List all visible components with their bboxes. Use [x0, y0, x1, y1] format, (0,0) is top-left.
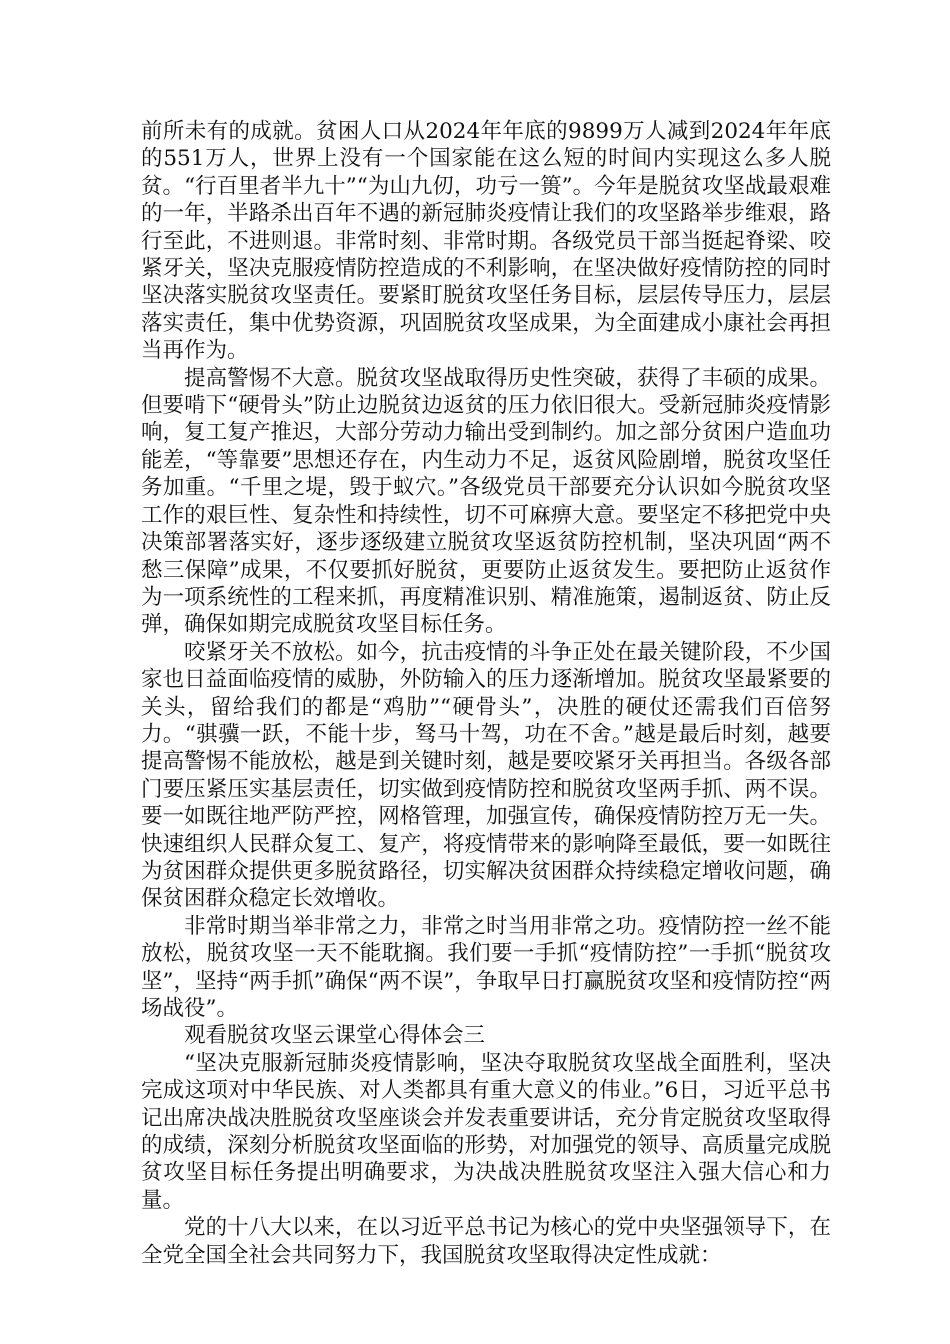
paragraph-party-congress: 党的十八大以来，在以习近平总书记为核心的党中央坚强领导下，在全党全国全社会共同努力下，我国脱贫攻坚取得决定性成就： — [141, 1215, 831, 1268]
document-body — [141, 118, 831, 1269]
paragraph-speech-quote: “坚决克服新冠肺炎疫情影响，坚决夺取脱贫攻坚战全面胜利，坚决完成这项对中华民族、对人类都具有重大意义的伟业。”6日，习近平总书记出席决战决胜脱贫攻坚座谈会并发表重要讲话，充分肯定脱贫攻坚取得的成绩，深刻分析脱贫攻坚面临的形势，对加强党的领导、高质量完成脱贫攻坚目标任务提出明确要求，为决战决胜脱贫攻坚注入强大信心和力量。 — [141, 1050, 831, 1213]
section-heading: 观看脱贫攻坚云课堂心得体会三 — [184, 1023, 486, 1049]
paragraph-continuation: 前所未有的成就。贫困人口从2024年年底的9899万人减到2024年年底的551万人，世界上没有一个国家能在这么短的时间内实现这么多人脱贫。“行百里者半九十”“为山九仞，功亏一篑”。今年是脱贫攻坚战最艰难的一年，半路杀出百年不遇的新冠肺炎疫情让我们的攻坚路举步维艰，路行至此，不进则退。非常时刻、非常时期。各级党员干部当挺起脊梁、咬紧牙关，坚决克服疫情防控造成的不利影响，在坚决做好疫情防控的同时坚决落实脱贫攻坚责任。要紧盯脱贫攻坚任务目标，层层传导压力，层层落实责任，集中优势资源，巩固脱贫攻坚成果，为全面建成小康社会再担当再作为。 — [141, 119, 831, 364]
paragraph-perseverance: 咬紧牙关不放松。如今，抗击疫情的斗争正处在最关键阶段，不少国家也日益面临疫情的威胁，外防输入的压力逐渐增加。脱贫攻坚最紧要的关头，留给我们的都是“鸡肋”“硬骨头”，决胜的硬仗还需我们百倍努力。“骐骥一跃，不能十步，驽马十驾，功在不舍。”越是最后时刻，越要提高警惕不能放松，越是到关键时刻，越是要咬紧牙关再担当。各级各部门要压紧压实基层责任，切实做到疫情防控和脱贫攻坚两手抓、两不误。要一如既往地严防严控，网格管理，加强宣传，确保疫情防控万无一失。快速组织人民群众复工、复产，将疫情带来的影响降至最低，要一如既往为贫困群众提供更多脱贫路径，切实解决贫困群众持续稳定增收问题，确保贫困群众稳定长效增收。 — [141, 639, 831, 912]
paragraph-alertness: 提高警惕不大意。脱贫攻坚战取得历史性突破，获得了丰硕的成果。但要啃下“硬骨头”防止边脱贫边返贫的压力依旧很大。受新冠肺炎疫情影响，复工复产推迟，大部分劳动力输出受到制约。加之部分贫困户造血功能差，“等靠要”思想还存在，内生动力不足，返贫风险剧增，脱贫攻坚任务加重。“千里之堤，毁于蚁穴。”各级党员干部要充分认识如今脱贫攻坚工作的艰巨性、复杂性和持续性，切不可麻痹大意。要坚定不移把党中央决策部署落实好，逐步逐级建立脱贫攻坚返贫防控机制，坚决巩固“两不愁三保障”成果，不仅要抓好脱贫，更要防止返贫发生。要把防止返贫作为一项系统性的工程来抓，再度精准识别、精准施策，遏制返贫、防止反弹，确保如期完成脱贫攻坚目标任务。 — [141, 365, 831, 638]
paragraph-extraordinary-times: 非常时期当举非常之力，非常之时当用非常之功。疫情防控一丝不能放松，脱贫攻坚一天不能耽搁。我们要一手抓“疫情防控”一手抓“脱贫攻坚”，坚持“两手抓”确保“两不误”，争取早日打赢脱贫攻坚和疫情防控“两场战役”。 — [141, 913, 831, 1021]
